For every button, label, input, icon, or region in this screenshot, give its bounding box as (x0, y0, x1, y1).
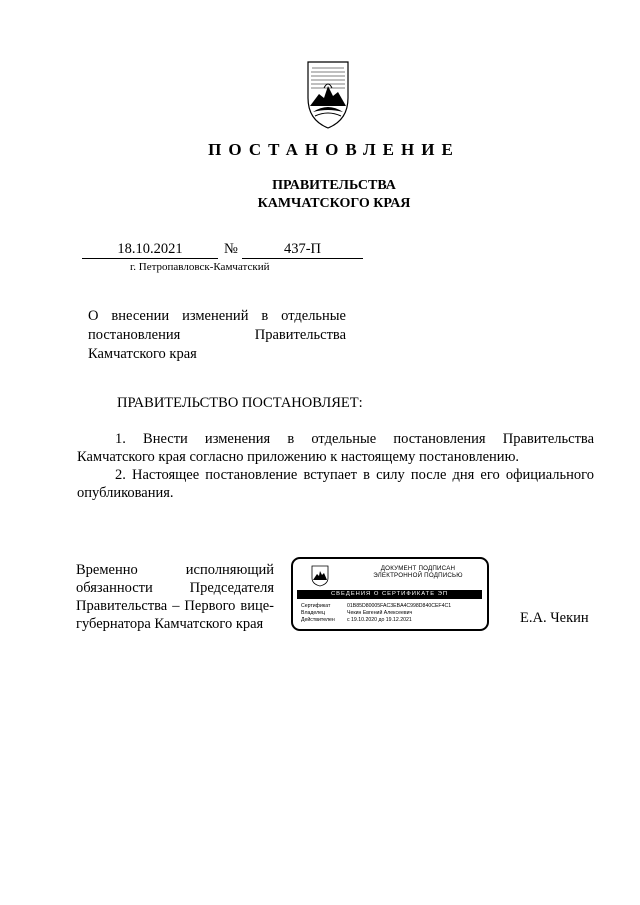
document-date: 18.10.2021 (82, 241, 218, 259)
stamp-valid-label: Действителен (301, 617, 335, 623)
stamp-valid-value: с 19.10.2020 до 19.12.2021 (347, 617, 412, 623)
document-city: г. Петропавловск-Камчатский (130, 261, 270, 273)
stamp-title-line-1: ДОКУМЕНТ ПОДПИСАН (380, 565, 456, 572)
org-line-2: КАМЧАТСКОГО КРАЯ (257, 196, 411, 211)
document-number: 437-П (242, 241, 363, 259)
stamp-row-validity (301, 617, 486, 623)
number-sign: № (224, 241, 238, 257)
stamp-cert-value: 01B85D80005FAC3EBA4C998D840CEF4C1 (347, 603, 452, 609)
body-paragraph-2: 2. Настоящее постановление вступает в силу после дня его официального опубликования. (77, 467, 594, 501)
organization-title (0, 177, 640, 213)
stamp-row-owner (301, 610, 486, 616)
resolution-heading: ПРАВИТЕЛЬСТВО ПОСТАНОВЛЯЕТ: (117, 395, 363, 411)
stamp-emblem-icon (311, 565, 329, 587)
document-type-title: ПОСТАНОВЛЕНИЕ (208, 140, 460, 159)
document-subject: О внесении изменений в отдельные постановления Правительства Камчатского края (88, 308, 346, 362)
signer-position: Временно исполняющий обязанности Председателя Правительства – Первого вице-губернатора Камчатского края (76, 562, 274, 632)
stamp-certificate-bar: СВЕДЕНИЯ О СЕРТИФИКАТЕ ЭП (297, 590, 482, 599)
org-line-1: ПРАВИТЕЛЬСТВА (272, 178, 396, 193)
signer-name: Е.А. Чекин (520, 610, 589, 626)
electronic-signature-stamp (291, 557, 489, 631)
stamp-title (353, 565, 483, 579)
coat-of-arms-icon (303, 58, 353, 130)
document-body (77, 430, 594, 502)
stamp-owner-label: Владелец (301, 610, 325, 616)
stamp-cert-label: Сертификат (301, 603, 331, 609)
stamp-row-certificate (301, 603, 486, 609)
stamp-title-line-2: ЭЛЕКТРОННОЙ ПОДПИСЬЮ (373, 572, 463, 579)
body-paragraph-1: 1. Внести изменения в отдельные постановления Правительства Камчатского края согласно приложению к настоящему постановлению. (77, 431, 594, 465)
stamp-owner-value: Чекин Евгений Алексеевич (347, 610, 413, 616)
